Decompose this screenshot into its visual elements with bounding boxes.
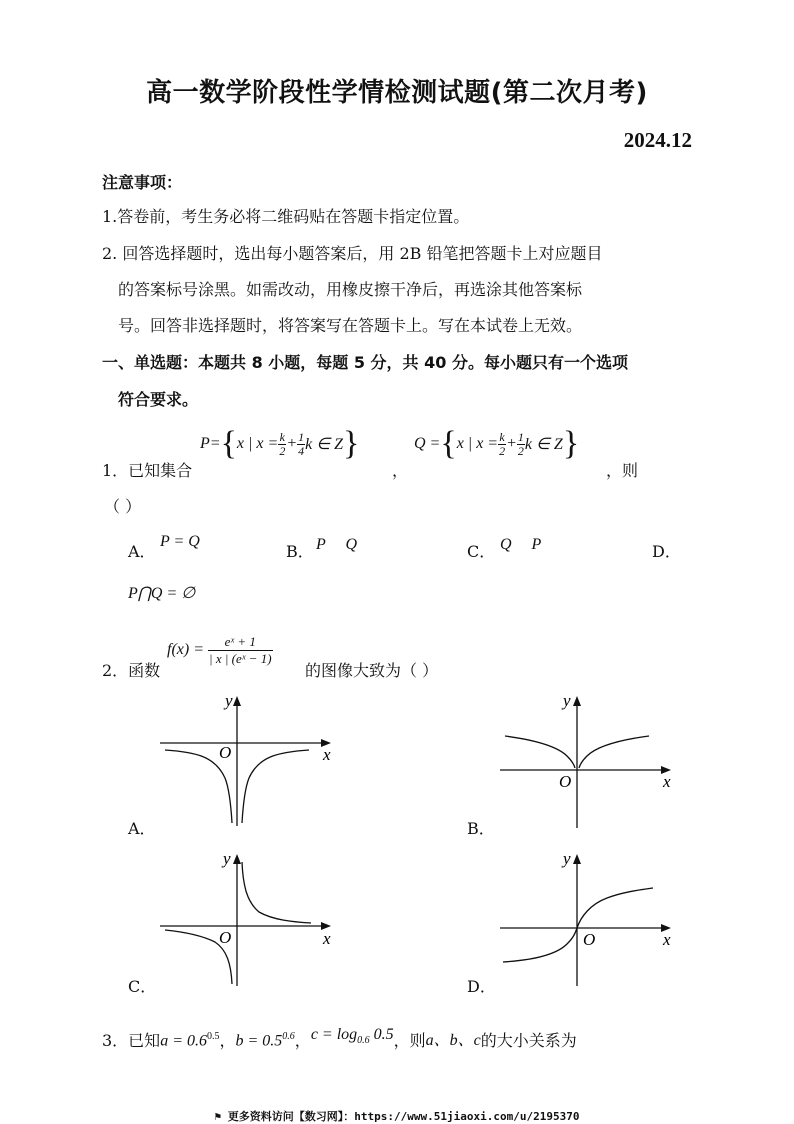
graph-a-y-label: y (225, 691, 233, 710)
q2-graph-c (155, 846, 345, 988)
q3-separator-2: ， (294, 1031, 311, 1051)
q1-option-a-label: A． (128, 542, 156, 561)
q1-set-p-frac1: $\frac{k}{2}$ (279, 429, 286, 458)
graph-b-y-label: y (563, 691, 571, 710)
graph-d-y-label: y (563, 849, 571, 868)
q1-set-q-rest: k ∈ Z (524, 436, 563, 453)
graph-c-y-arrow (233, 854, 241, 864)
graph-a-y-arrow (233, 696, 241, 706)
q1-option-b-label: B． (286, 542, 314, 561)
q2-function-numerator: eˣ + 1 (208, 634, 273, 651)
q2-option-c-label: C． (128, 977, 157, 996)
q2-function-frac (208, 634, 273, 667)
q1-set-p-mid: x | x = (236, 435, 279, 452)
graph-c-x-label: x (323, 929, 331, 948)
q1-option-d-math: P⋂Q = ∅ (128, 585, 196, 602)
footer-text: 更多资料访问【数习网】：https://www.51jiaoxi.com/u/2195370 (227, 1110, 580, 1123)
q2-function-denominator: | x | (eˣ − 1) (209, 650, 272, 666)
graph-b-x-label: x (663, 772, 671, 791)
q2-number: 2．函数 (102, 661, 161, 680)
q3-number: 3．已知 (102, 1031, 161, 1051)
q1-set-q-frac1: $\frac{k}{2}$ (499, 429, 506, 458)
graph-c-origin-label: O (219, 928, 232, 947)
graph-b-curve-right (579, 736, 649, 768)
graph-b-origin-label: O (559, 772, 572, 791)
graph-c-curve-right (242, 862, 311, 923)
q1-set-p-rest: k ∈ Z (305, 436, 344, 453)
q1-set-q (414, 420, 579, 468)
q3-c-value: $c = \log_{0.6} 0.5$ (310, 1026, 394, 1047)
graph-d-x-label: x (663, 930, 671, 949)
q2-option-a-label: A． (128, 819, 156, 838)
q1-set-p (200, 420, 359, 468)
q1-set-q-plus: + (506, 435, 517, 452)
q1-set-q-brace-left: { (440, 425, 457, 462)
q2-graph-a (155, 688, 345, 830)
q3-a-value: $a = 0.6^{0.5}$ (160, 1030, 220, 1050)
q1-set-q-lhs: Q = (414, 435, 441, 452)
q1-set-p-lhs: P= (200, 435, 221, 452)
q2-function (167, 624, 273, 676)
page-title: 高一数学阶段性学情检测试题(第二次月考) (146, 78, 648, 108)
q1-set-p-brace-left: { (220, 425, 237, 462)
footer-link[interactable] (0, 1108, 794, 1124)
q3-stem (102, 1024, 577, 1052)
exam-date: 2024.12 (623, 128, 692, 152)
notice-item-2-line-1: 2. 回答选择题时，选出每小题答案后，用 2B 铅笔把答题卡上对应题目 (102, 244, 603, 263)
graph-a-x-label: x (323, 745, 331, 764)
q1-set-p-plus: + (286, 435, 298, 452)
q2-graph-d (495, 846, 685, 988)
notice-item-1: 1.答卷前，考生务必将二维码贴在答题卡指定位置。 (102, 207, 470, 226)
q1-option-a-math: P = Q (160, 533, 200, 550)
section-1-heading-line-2: 符合要求。 (118, 390, 199, 409)
q3-rest: 的大小关系为 (480, 1031, 577, 1051)
graph-b-curve-left (505, 736, 575, 768)
graph-a-curve-right (242, 750, 309, 823)
q2-option-d-label: D． (467, 977, 496, 996)
q2-graph-b (495, 688, 685, 830)
q1-set-p-brace-right: } (343, 425, 360, 462)
graph-a-origin-label: O (219, 743, 232, 762)
graph-d-curve (503, 888, 653, 962)
q1-then: ，则 (606, 461, 639, 480)
q1-answer-paren: （ ） (104, 497, 142, 516)
q2-function-lhs: f(x) = (167, 641, 204, 658)
notice-item-2-line-2: 的答案标号涂黑。如需改动，用橡皮擦干净后，再选涂其他答案标 (118, 280, 583, 299)
flag-icon: ⚑ (214, 1110, 222, 1123)
notice-heading: 注意事项： (102, 173, 183, 192)
q1-number: 1．已知集合 (102, 461, 193, 480)
q2-option-b-label: B． (467, 819, 495, 838)
graph-b-y-arrow (573, 696, 581, 706)
q3-abc: a、b、c (425, 1032, 481, 1050)
graph-d-y-arrow (573, 854, 581, 864)
notice-item-2-line-3: 号。回答非选择题时，将答案写在答题卡上。写在本试卷上无效。 (118, 316, 583, 335)
section-1-heading-line-1: 一、单选题：本题共 8 小题，每题 5 分，共 40 分。每小题只有一个选项 (102, 353, 628, 372)
q1-set-q-frac2: $\frac{1}{2}$ (517, 429, 524, 458)
q1-option-c-label: C． (467, 542, 496, 561)
q3-b-value: $b = 0.5^{0.6}$ (235, 1030, 295, 1050)
q3-then: ，则 (393, 1031, 426, 1051)
q1-set-q-brace-right: } (562, 425, 580, 462)
q1-option-c-math: Q P (500, 536, 542, 553)
q1-set-q-mid: x | x = (456, 435, 499, 452)
graph-d-origin-label: O (583, 930, 596, 949)
q1-comma: ， (392, 461, 409, 480)
q1-set-p-frac2: $\frac{1}{4}$ (298, 429, 305, 458)
q1-option-d-label: D． (652, 542, 681, 561)
graph-c-y-label: y (223, 849, 231, 868)
q2-stem-rest: 的图像大致为（ ） (305, 661, 439, 680)
q3-separator-1: ， (219, 1031, 236, 1051)
q1-option-b-math: P Q (316, 536, 358, 553)
